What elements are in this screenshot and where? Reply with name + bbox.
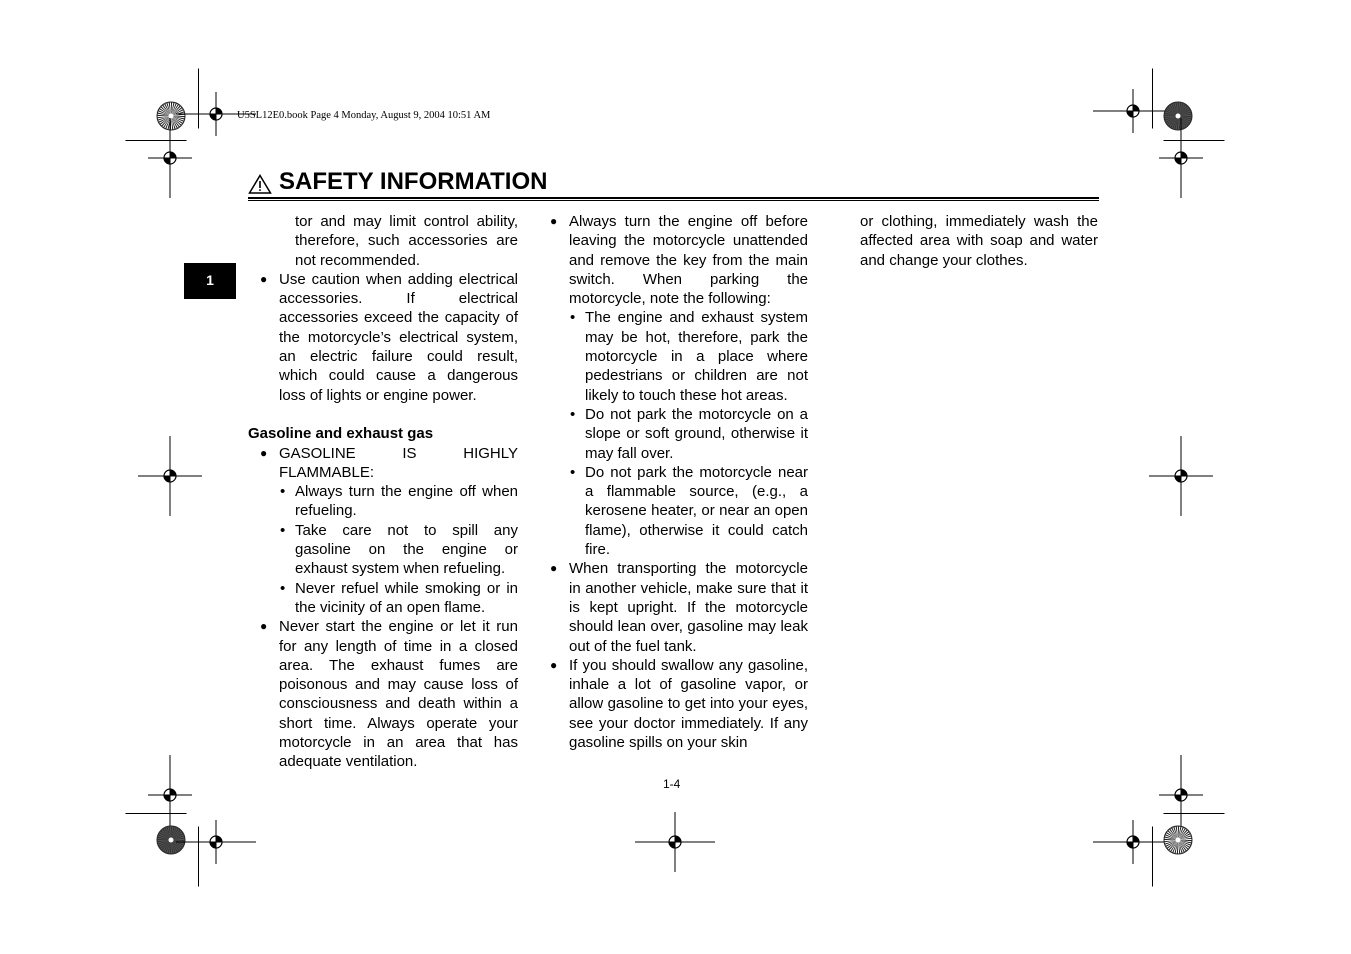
page-number: 1-4 bbox=[663, 777, 681, 791]
list-item bbox=[538, 559, 808, 655]
trim-line bbox=[198, 826, 200, 887]
list-item bbox=[248, 617, 518, 771]
sub-bullet-icon: • bbox=[280, 483, 286, 501]
text-column-1 bbox=[248, 212, 518, 772]
trim-line bbox=[125, 140, 187, 142]
sub-bullet-icon: • bbox=[280, 521, 286, 539]
list-item-text: If you should swallow any gasoline, inhale a lot of gasoline vapor, or allow gasoline to get into your eyes, see your doctor immediately. If any gasoline spills on your skin bbox=[569, 656, 808, 752]
sub-list-item-text: Take care not to spill any gasoline on the engine or exhaust system when refueling. bbox=[295, 521, 518, 578]
list-item bbox=[248, 270, 518, 405]
sub-list-item bbox=[248, 482, 518, 521]
sub-list-item bbox=[248, 579, 518, 618]
warning-triangle-icon bbox=[248, 174, 272, 194]
list-item-text: Never start the engine or let it run for any length of time in a closed area. The exhaust fumes are poisonous and may cause loss of consciousness and death within a short time. Always operate your motorcycle in an area that has adequate ventilation. bbox=[279, 618, 518, 771]
crosshair-registration-mark bbox=[138, 436, 202, 516]
trim-line bbox=[1163, 813, 1225, 815]
trim-line bbox=[198, 68, 200, 129]
list-item bbox=[538, 212, 808, 308]
list-item-text: GASOLINE IS HIGHLY FLAMMABLE: bbox=[279, 444, 518, 481]
list-item-text: Always turn the engine off before leaving the motorcycle unattended and remove the key from the main switch. When parking the motorcycle, note the following: bbox=[569, 213, 808, 308]
sub-list-item-text: Never refuel while smoking or in the vicinity of an open flame. bbox=[295, 579, 518, 616]
sub-list-item-text: Always turn the engine off when refueling. bbox=[295, 483, 518, 520]
trim-line bbox=[125, 813, 187, 815]
bullet-dot-icon: ● bbox=[260, 619, 268, 634]
bullet-dot-icon: ● bbox=[550, 657, 558, 672]
sunburst-color-target bbox=[1163, 825, 1193, 855]
sub-bullet-icon: • bbox=[280, 579, 286, 597]
bullet-dot-icon: ● bbox=[260, 445, 268, 460]
trim-line bbox=[1152, 826, 1154, 887]
subsection-heading: Gasoline and exhaust gas bbox=[248, 425, 434, 443]
sub-list-item bbox=[538, 463, 808, 559]
sub-list-item bbox=[248, 521, 518, 579]
section-title: SAFETY INFORMATION bbox=[279, 168, 548, 195]
list-item-text: When transporting the motorcycle in another vehicle, make sure that it is kept upright. If the motorcycle should lean over, gasoline may leak out of the fuel tank. bbox=[569, 560, 808, 655]
sub-list-item bbox=[538, 405, 808, 463]
title-underline bbox=[248, 197, 1099, 200]
bullet-dot-icon: ● bbox=[260, 271, 268, 286]
sub-list-item-text: Do not park the motorcycle near a flammable source, (e.g., a kerosene heater, or near an open flame), otherwise it could catch fire. bbox=[585, 463, 808, 559]
bullet-dot-icon: ● bbox=[550, 214, 558, 228]
sub-bullet-icon: • bbox=[570, 309, 576, 327]
sub-list-item-text: Do not park the motorcycle on a slope or soft ground, otherwise it may fall over. bbox=[585, 405, 808, 462]
trim-line bbox=[1163, 140, 1225, 142]
sub-bullet-icon: • bbox=[570, 463, 576, 481]
sub-bullet-icon: • bbox=[570, 405, 576, 423]
file-header: U5SL12E0.book Page 4 Monday, August 9, 2004 10:51 AM bbox=[237, 110, 491, 121]
bullet-dot-icon: ● bbox=[550, 561, 558, 576]
continued-paragraph: or clothing, immediately wash the affected area with soap and water and change your clothes. bbox=[860, 213, 1098, 269]
crosshair-registration-mark bbox=[1149, 436, 1213, 516]
crosshair-registration-mark bbox=[1093, 820, 1173, 864]
text-column-3 bbox=[860, 212, 1098, 270]
sub-list-item bbox=[538, 308, 808, 404]
crosshair-registration-mark bbox=[148, 118, 192, 198]
crosshair-registration-mark bbox=[635, 812, 715, 872]
text-column-2 bbox=[538, 212, 808, 752]
crosshair-registration-mark bbox=[1159, 118, 1203, 198]
sub-list-item-text: The engine and exhaust system may be hot, therefore, park the motorcycle in a place where pedestrians or children are not likely to touch these hot areas. bbox=[585, 309, 808, 404]
list-item bbox=[538, 656, 808, 752]
list-item bbox=[248, 444, 518, 483]
trim-line bbox=[1152, 68, 1154, 129]
continued-paragraph: tor and may limit control ability, therefore, such accessories are not recommended. bbox=[295, 213, 518, 269]
list-item-text: Use caution when adding electrical accessories. If electrical accessories exceed the capacity of the motorcycle’s electrical system, an electric failure could result, which could cause a dangerous loss of lights or engine power. bbox=[279, 270, 518, 404]
section-title-row bbox=[248, 168, 1099, 198]
chapter-tab: 1 bbox=[184, 263, 236, 299]
crosshair-registration-mark bbox=[176, 820, 256, 864]
